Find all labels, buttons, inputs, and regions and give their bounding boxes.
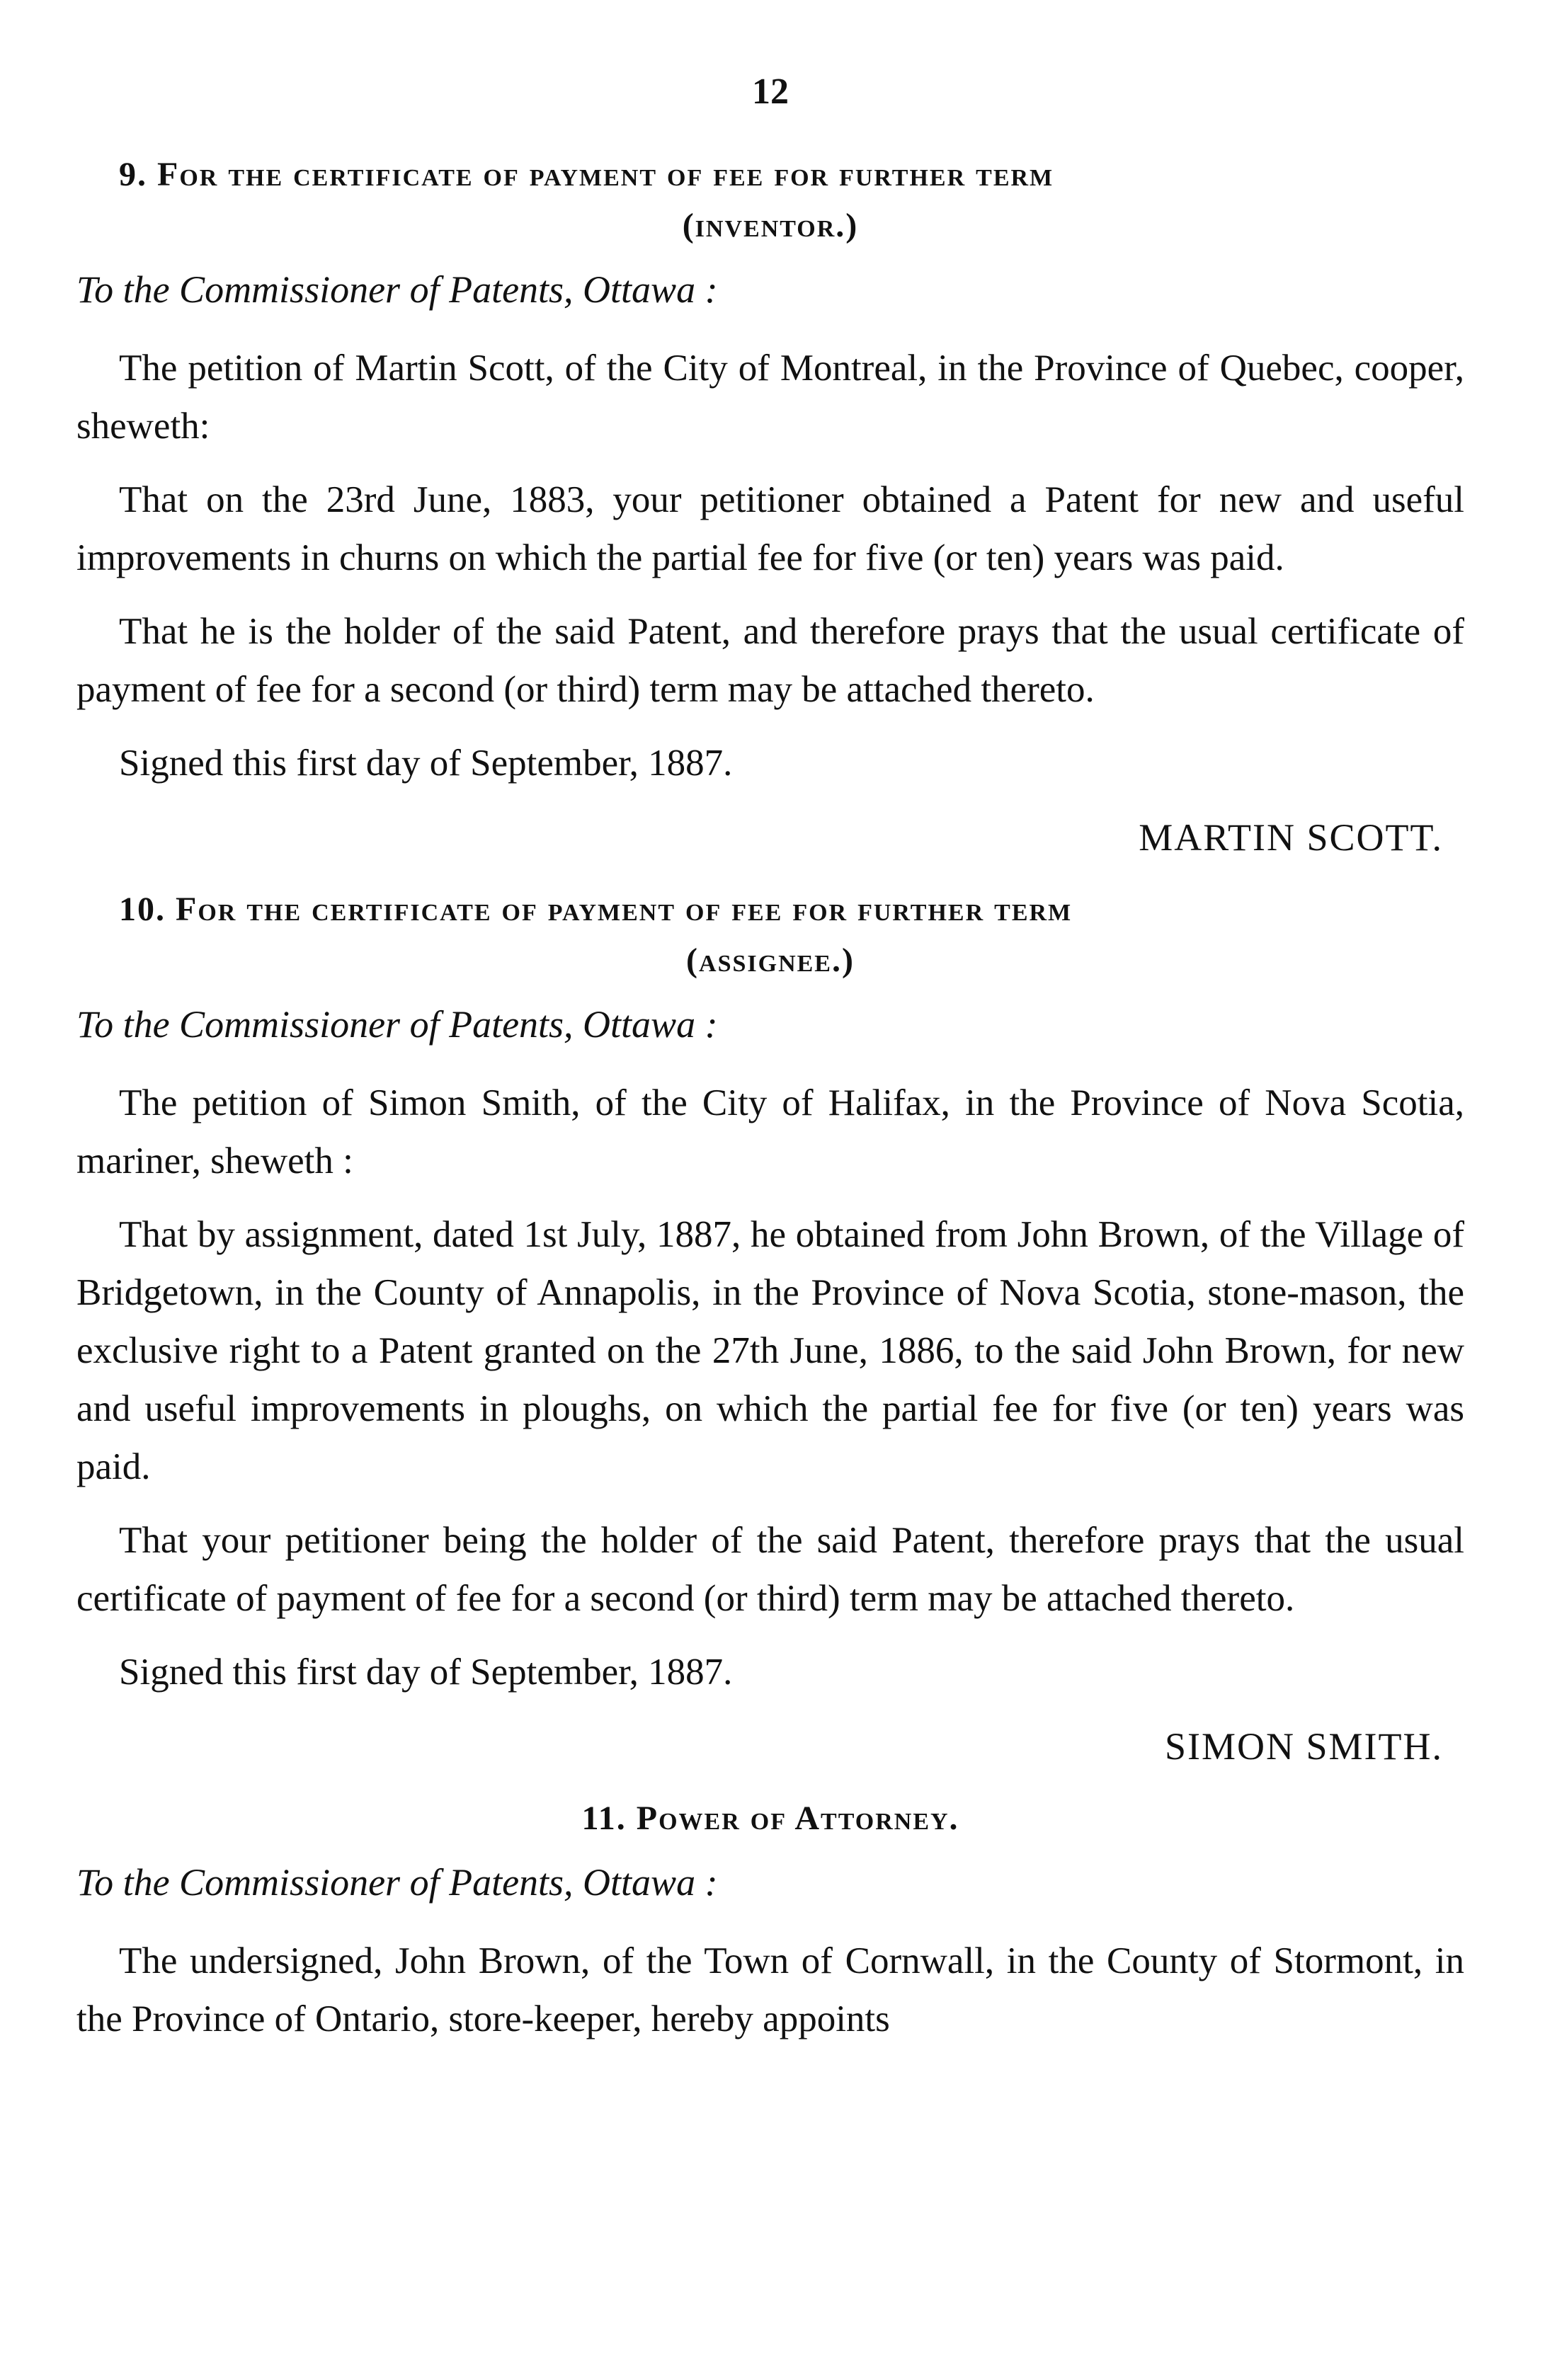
section-heading: 11. Power of Attorney. xyxy=(581,1800,959,1837)
petition-paragraph: That your petitioner being the holder of the said Patent, therefore prays that the usual certificate of payment of fee for a second (or third) term may be attached thereto. xyxy=(76,1520,1464,1619)
signature: MARTIN SCOTT. xyxy=(1139,816,1443,859)
section-subheading: (inventor.) xyxy=(682,207,859,244)
section-heading: 9. For the certificate of payment of fee for further term xyxy=(119,156,1054,193)
section-9-inventor-certificate xyxy=(76,149,1464,866)
petition-paragraph: The petition of Martin Scott, of the City of Montreal, in the Province of Quebec, cooper, sheweth: xyxy=(76,348,1464,447)
addressee-line: To the Commissioner of Patents, Ottawa : xyxy=(76,268,718,311)
petition-paragraph: The petition of Simon Smith, of the City of Halifax, in the Province of Nova Scotia, mariner, sheweth : xyxy=(76,1082,1464,1182)
petition-paragraph: That by assignment, dated 1st July, 1887, he obtained from John Brown, of the Village of Bridgetown, in the County of Annapolis, in the Province of Nova Scotia, stone-mason, the exclusive right to a Patent granted on the 27th June, 1886, to the said John Brown, for new and useful improvements in ploughs, on which the partial fee for five (or ten) years was paid. xyxy=(76,1214,1464,1487)
document-page xyxy=(76,71,1464,2064)
section-11-power-of-attorney xyxy=(76,1793,1464,2048)
section-10-assignee-certificate xyxy=(76,884,1464,1775)
addressee-line: To the Commissioner of Patents, Ottawa : xyxy=(76,1861,718,1904)
signed-date-line: Signed this first day of September, 1887. xyxy=(119,743,733,784)
signed-date-line: Signed this first day of September, 1887. xyxy=(119,1652,733,1693)
page-number: 12 xyxy=(752,71,789,112)
section-heading: 10. For the certificate of payment of fee for further term xyxy=(119,891,1073,928)
petition-paragraph: That he is the holder of the said Patent, and therefore prays that the usual certificate of payment of fee for a second (or third) term may be attached thereto. xyxy=(76,611,1464,710)
petition-paragraph: The undersigned, John Brown, of the Town of Cornwall, in the County of Stormont, in the Province of Ontario, store-keeper, hereby appoints xyxy=(76,1940,1464,2039)
signature: SIMON SMITH. xyxy=(1164,1725,1443,1768)
section-subheading: (assignee.) xyxy=(686,942,855,979)
addressee-line: To the Commissioner of Patents, Ottawa : xyxy=(76,1003,718,1046)
petition-paragraph: That on the 23rd June, 1883, your petitioner obtained a Patent for new and useful improvements in churns on which the partial fee for five (or ten) years was paid. xyxy=(76,479,1464,578)
